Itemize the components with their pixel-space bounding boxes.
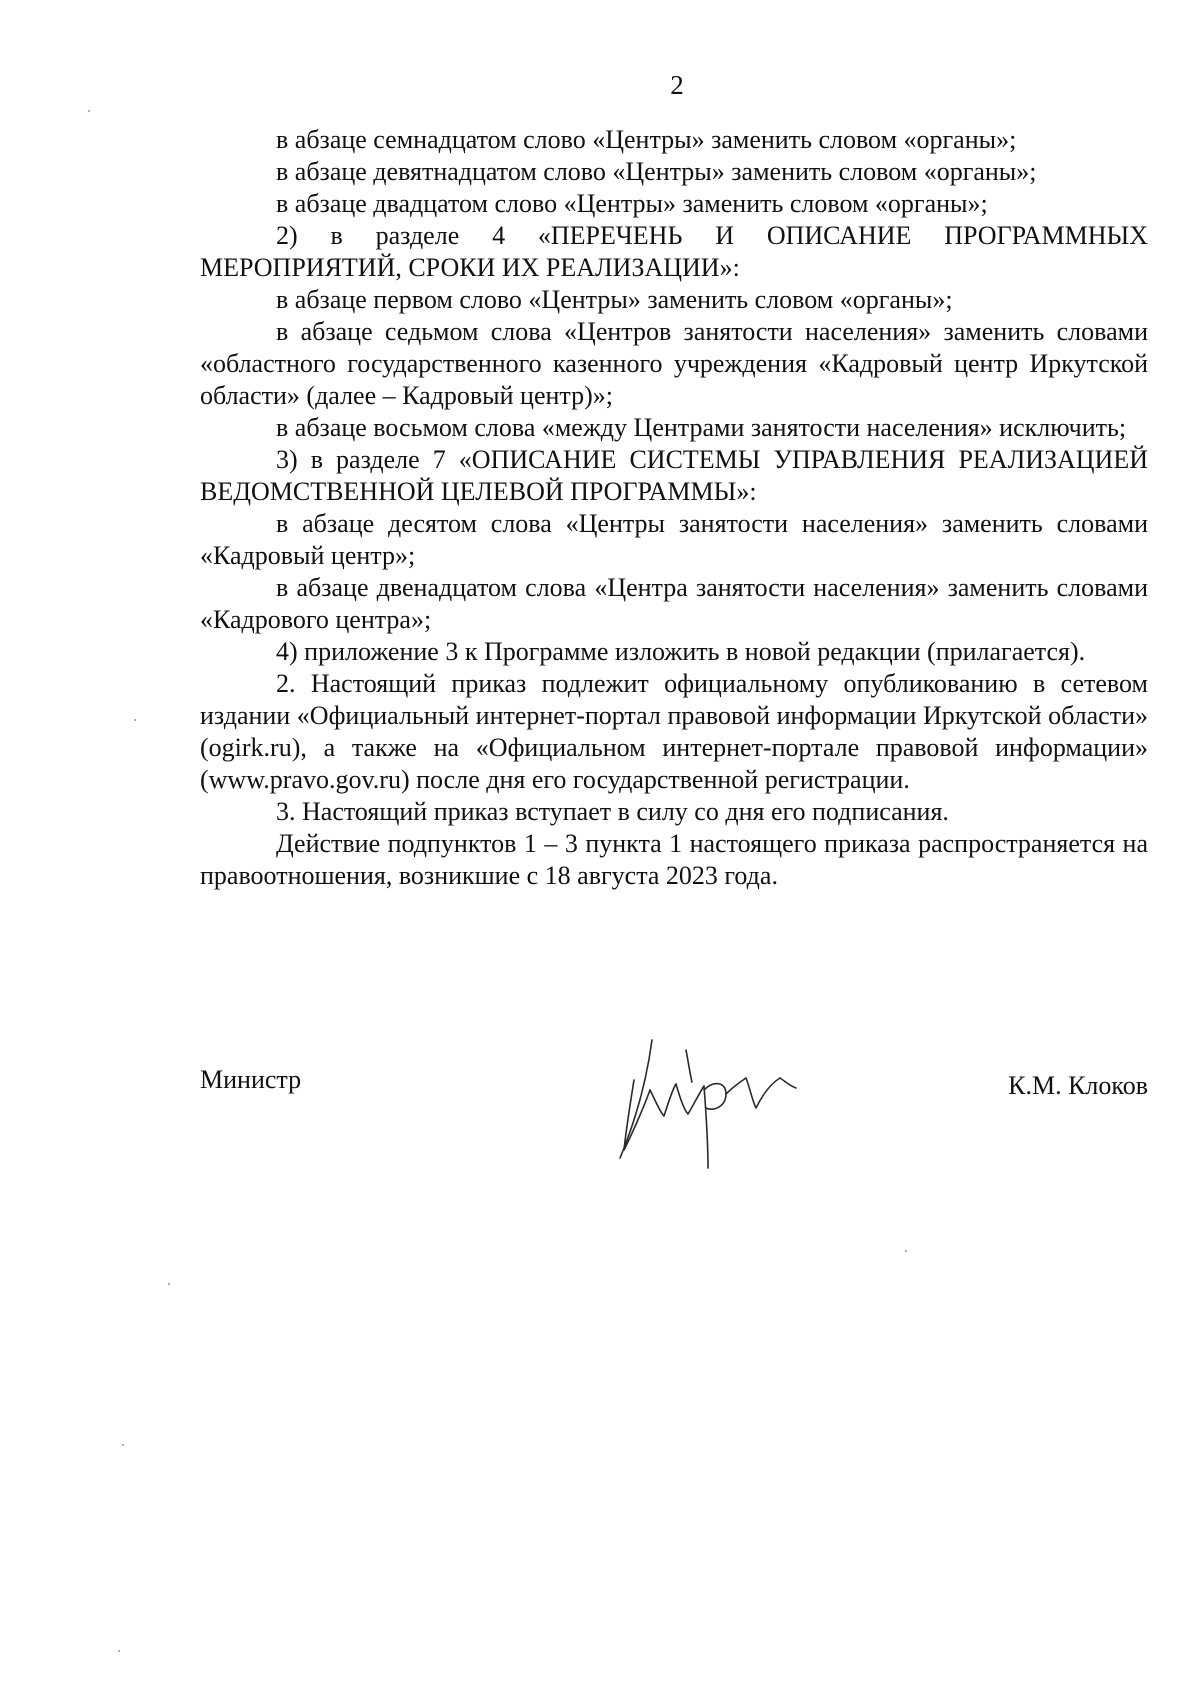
paragraph: 2. Настоящий приказ подлежит официальному опубликованию в сетевом издании «Официальный интернет-портал правовой информации Иркутской области» (ogirk.ru), а также на «Официальном интернет-портале правовой информации» (www.pravo.gov.ru) после дня его государственной регистрации. <box>200 669 1148 794</box>
scan-speck <box>168 1283 170 1285</box>
paragraph: в абзаце двадцатом слово «Центры» заменить словом «органы»; <box>276 189 988 218</box>
scan-speck <box>88 110 90 112</box>
scan-speck <box>122 1444 124 1446</box>
paragraph: в абзаце десятом слова «Центры занятости населения» заменить словами «Кадровый центр»; <box>200 509 1148 570</box>
paragraph: в абзаце восьмом слова «между Центрами занятости населения» исключить; <box>276 413 1127 442</box>
paragraph: в абзаце семнадцатом слово «Центры» заменить словом «органы»; <box>276 125 1017 154</box>
paragraph: 4) приложение 3 к Программе изложить в новой редакции (прилагается). <box>276 637 1086 666</box>
scan-speck <box>118 1650 120 1652</box>
paragraph: 2) в разделе 4 «ПЕРЕЧЕНЬ И ОПИСАНИЕ ПРОГРАММНЫХ МЕРОПРИЯТИЙ, СРОКИ ИХ РЕАЛИЗАЦИИ»: <box>200 221 1148 282</box>
paragraph: 3) в разделе 7 «ОПИСАНИЕ СИСТЕМЫ УПРАВЛЕНИЯ РЕАЛИЗАЦИЕЙ ВЕДОМСТВЕННОЙ ЦЕЛЕВОЙ ПРОГРАММЫ»: <box>200 445 1148 506</box>
paragraph: в абзаце седьмом слова «Центров занятости населения» заменить словами «областного государственного казенного учреждения «Кадровый центр Иркутской области» (далее – Кадровый центр)»; <box>200 317 1148 410</box>
signatory-name: К.М. Клоков <box>1008 1071 1148 1100</box>
paragraph: 3. Настоящий приказ вступает в силу со дня его подписания. <box>276 797 949 826</box>
signature-block <box>200 1065 1148 1195</box>
document-body <box>200 124 1148 892</box>
paragraph: в абзаце двенадцатом слова «Центра занятости населения» заменить словами «Кадрового центра»; <box>200 573 1148 634</box>
paragraph: Действие подпунктов 1 – 3 пункта 1 настоящего приказа распространяется на правоотношения, возникшие с 18 августа 2023 года. <box>200 829 1148 890</box>
scan-speck <box>134 719 136 721</box>
signatory-title: Министр <box>200 1065 302 1094</box>
handwritten-signature <box>590 1020 830 1200</box>
scan-speck <box>905 1250 907 1252</box>
page-number: 2 <box>670 70 684 100</box>
paragraph: в абзаце девятнадцатом слово «Центры» заменить словом «органы»; <box>276 157 1037 186</box>
paragraph: в абзаце первом слово «Центры» заменить словом «органы»; <box>276 285 953 314</box>
